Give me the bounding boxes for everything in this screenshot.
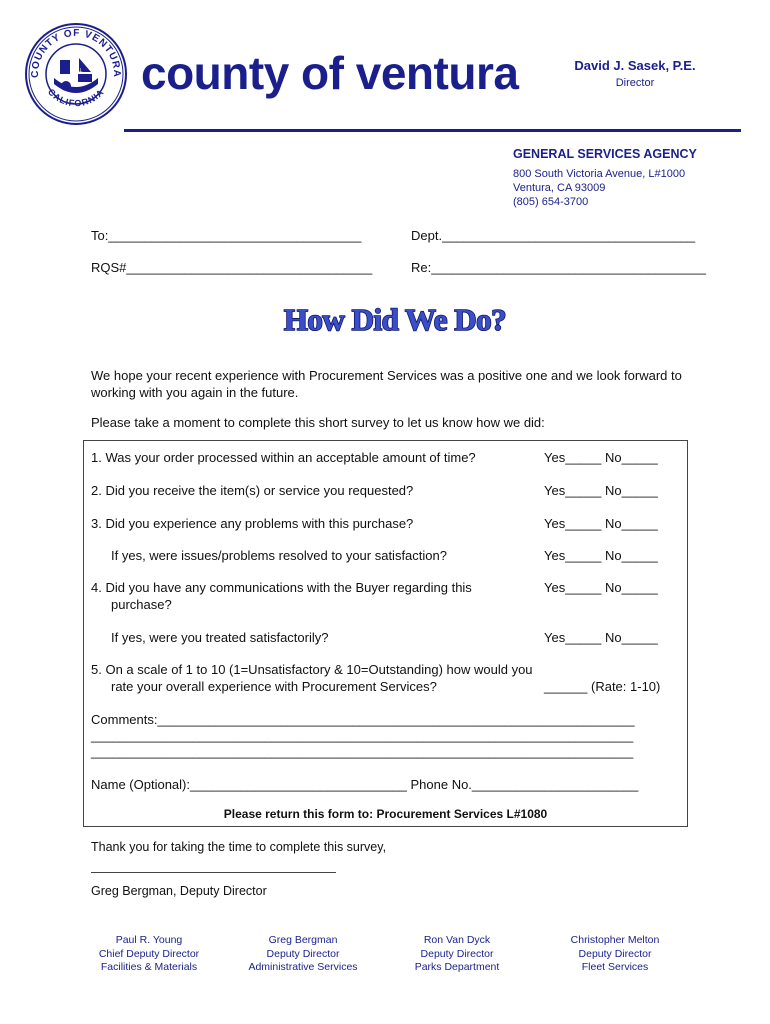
footer-title: Deputy Director (578, 947, 652, 960)
return-instructions: Please return this form to: Procurement Services L#1080 (223, 807, 548, 821)
footer-name: Christopher Melton (570, 934, 660, 946)
yes-no-answer[interactable]: Yes_____ No_____ (544, 516, 658, 531)
question-text: 3. Did you experience any problems with this purchase? (91, 516, 414, 531)
footer-name: Paul R. Young (115, 934, 183, 946)
director-name: David J. Sasek, P.E. (574, 58, 696, 73)
seal-bottom-text: CALIFORNIA (45, 86, 107, 109)
footer-contact-2 (228, 934, 378, 975)
yes-no-answer[interactable]: Yes_____ No_____ (544, 548, 658, 563)
agency-address-line2: Ventura, CA 93009 (513, 182, 606, 194)
agency-address-block (513, 147, 697, 209)
footer-dept: Facilities & Materials (100, 961, 198, 973)
agency-name: GENERAL SERVICES AGENCY (513, 147, 697, 161)
footer-contact-1 (74, 934, 224, 975)
header-divider (124, 129, 741, 132)
to-field[interactable]: To:___________________________________ (91, 228, 362, 243)
question-text: 5. On a scale of 1 to 10 (1=Unsatisfactory & 10=Outstanding) how would you rate your overall experience with Procurement Services? (91, 662, 533, 694)
question-text: 2. Did you receive the item(s) or service you requested? (91, 483, 414, 498)
rating-answer[interactable]: ______ (Rate: 1-10) (544, 679, 661, 694)
intro-paragraph: We hope your recent experience with Procurement Services was a positive one and we look forward to working with you again in the future. (91, 368, 682, 400)
agency-phone: (805) 654-3700 (513, 196, 589, 208)
re-field[interactable]: Re:______________________________________ (411, 260, 706, 275)
agency-address-line1: 800 South Victoria Avenue, L#1000 (513, 168, 686, 180)
footer-title: Deputy Director (420, 947, 494, 960)
question-text: 1. Was your order processed within an acceptable amount of time? (91, 450, 476, 465)
question-text: If yes, were issues/problems resolved to your satisfaction? (111, 548, 447, 563)
signature-name: Greg Bergman, Deputy Director (91, 884, 267, 898)
footer-contact-3 (382, 934, 532, 975)
footer-title: Chief Deputy Director (98, 947, 200, 960)
yes-no-answer[interactable]: Yes_____ No_____ (544, 483, 658, 498)
survey-headline (0, 300, 770, 340)
name-phone-field[interactable]: Name (Optional):______________________________ Phone No._______________________ (91, 777, 639, 792)
county-seal-logo (24, 22, 128, 126)
survey-box (83, 440, 688, 827)
director-title: Director (615, 77, 655, 89)
county-name-logo: county of ventura (141, 47, 519, 99)
yes-no-answer[interactable]: Yes_____ No_____ (544, 450, 658, 465)
footer-dept: Parks Department (414, 961, 500, 973)
yes-no-answer[interactable]: Yes_____ No_____ (544, 630, 658, 645)
question-text: If yes, were you treated satisfactorily? (111, 630, 329, 645)
seal-center-text: SEAL (69, 68, 83, 74)
comments-line[interactable]: ___________________________________________________________________________ (91, 744, 634, 759)
headline-text: How Did We Do? (283, 302, 507, 337)
footer-contact-4 (540, 934, 690, 975)
footer-dept: Administrative Services (248, 961, 358, 973)
dept-field[interactable]: Dept.___________________________________ (411, 228, 696, 243)
footer-name: Greg Bergman (268, 934, 338, 946)
signature-line (91, 872, 336, 873)
rqs-field[interactable]: RQS#__________________________________ (91, 260, 373, 275)
seal-top-text: COUNTY OF VENTURA (29, 27, 123, 78)
footer-title: Deputy Director (266, 947, 340, 960)
comments-line[interactable]: ___________________________________________________________________________ (91, 728, 634, 743)
survey-prompt: Please take a moment to complete this short survey to let us know how we did: (91, 415, 545, 430)
director-block (560, 58, 710, 89)
footer-dept: Fleet Services (581, 961, 649, 973)
comments-field[interactable]: Comments:__________________________________________________________________ (91, 712, 635, 727)
yes-no-answer[interactable]: Yes_____ No_____ (544, 580, 658, 595)
thank-you-note: Thank you for taking the time to complete this survey, (91, 840, 387, 854)
footer-name: Ron Van Dyck (423, 934, 491, 946)
question-text: 4. Did you have any communications with the Buyer regarding this purchase? (91, 580, 472, 612)
